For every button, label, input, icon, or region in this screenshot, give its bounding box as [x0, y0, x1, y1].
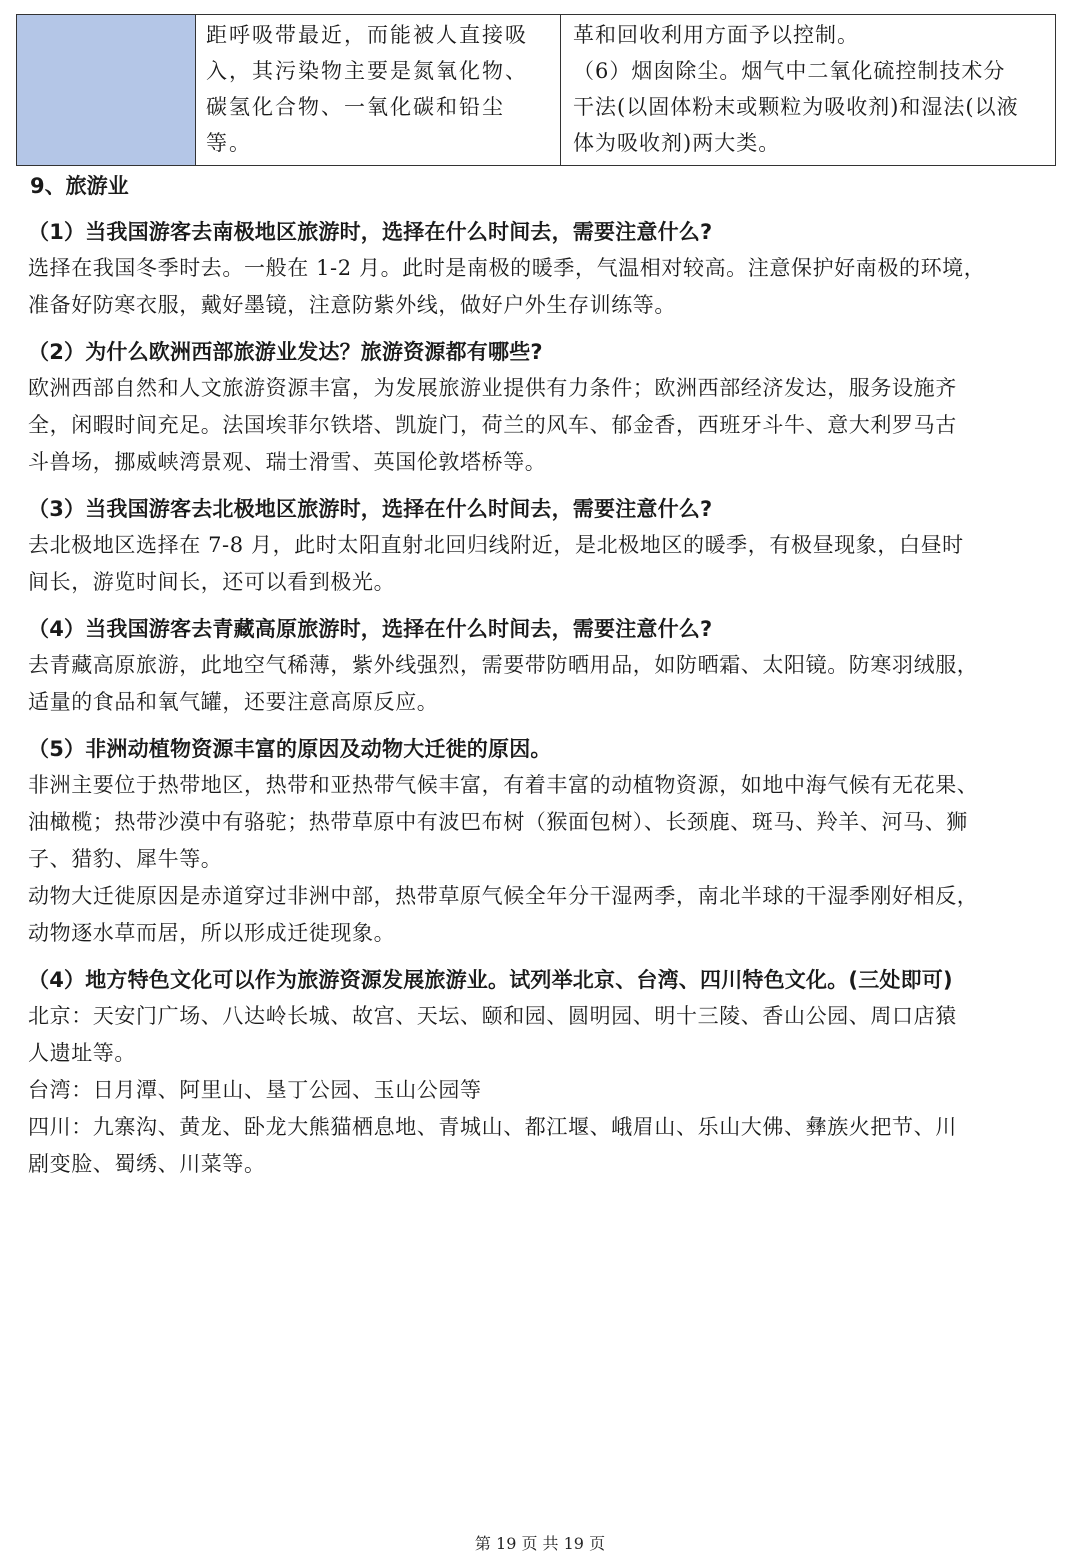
- question-heading: （3）当我国游客去北极地区旅游时，选择在什么时间去，需要注意什么?: [28, 497, 713, 521]
- answer-line: 剧变脸、蜀绣、川菜等。: [28, 1152, 266, 1176]
- answer-line: 适量的食品和氧气罐，还要注意高原反应。: [28, 690, 439, 714]
- question-heading: （1）当我国游客去南极地区旅游时，选择在什么时间去，需要注意什么?: [28, 220, 713, 244]
- answer-line: 油橄榄；热带沙漠中有骆驼；热带草原中有波巴布树（猴面包树）、长颈鹿、斑马、羚羊、河马、狮: [28, 810, 968, 834]
- answer-line: 台湾：日月潭、阿里山、垦丁公园、玉山公园等: [28, 1078, 482, 1102]
- answer-line: 非洲主要位于热带地区，热带和亚热带气候丰富，有着丰富的动植物资源，如地中海气候有无花果、: [28, 773, 979, 797]
- table-cell-middle: [196, 15, 561, 166]
- answer-line: 去北极地区选择在 7-8 月，此时太阳直射北回归线附近，是北极地区的暖季，有极昼现象，白昼时: [28, 533, 964, 557]
- answer-line: 欧洲西部自然和人文旅游资源丰富，为发展旅游业提供有力条件；欧洲西部经济发达，服务设施齐: [28, 376, 957, 400]
- answer-paragraph: [28, 527, 1058, 601]
- shaded-header-cell: [17, 15, 196, 166]
- question-heading: （4）当我国游客去青藏高原旅游时，选择在什么时间去，需要注意什么?: [28, 617, 713, 641]
- cell-line: 入，其污染物主要是氮氧化物、: [206, 59, 528, 83]
- answer-line: 动物大迁徙原因是赤道穿过非洲中部，热带草原气候全年分干湿两季，南北半球的干湿季刚好相反，: [28, 884, 979, 908]
- question-heading: （5）非洲动植物资源丰富的原因及动物大迁徙的原因。: [28, 737, 552, 761]
- question-heading: （2）为什么欧洲西部旅游业发达？旅游资源都有哪些?: [28, 340, 543, 364]
- answer-line: 四川：九寨沟、黄龙、卧龙大熊猫栖息地、青城山、都江堰、峨眉山、乐山大佛、彝族火把节、川: [28, 1115, 957, 1139]
- answer-paragraph: [28, 767, 1058, 952]
- answer-line: 北京：天安门广场、八达岭长城、故宫、天坛、颐和园、圆明园、明十三陵、香山公园、周口店猿: [28, 1004, 957, 1028]
- answer-line: 动物逐水草而居，所以形成迁徙现象。: [28, 921, 396, 945]
- cell-line: 干法(以固体粉末或颗粒为吸收剂)和湿法(以液: [573, 95, 1019, 119]
- table-row: [17, 15, 1056, 166]
- answer-line: 人遗址等。: [28, 1041, 136, 1065]
- continued-table: [16, 14, 1056, 166]
- answer-line: 去青藏高原旅游，此地空气稀薄，紫外线强烈，需要带防晒用品，如防晒霜、太阳镜。防寒羽绒服，: [28, 653, 979, 677]
- answer-paragraph: [28, 647, 1058, 721]
- question-heading: （4）地方特色文化可以作为旅游资源发展旅游业。试列举北京、台湾、四川特色文化。(三处即可): [28, 968, 953, 992]
- cell-line: 距呼吸带最近，而能被人直接吸: [206, 23, 528, 47]
- answer-line: 准备好防寒衣服，戴好墨镜，注意防紫外线，做好户外生存训练等。: [28, 293, 676, 317]
- answer-line: 全，闲暇时间充足。法国埃菲尔铁塔、凯旋门，荷兰的风车、郁金香，西班牙斗牛、意大利罗马古: [28, 413, 957, 437]
- main-content: [28, 168, 1058, 1183]
- cell-line: （6）烟囱除尘。烟气中二氧化硫控制技术分: [573, 59, 1006, 83]
- answer-line: 子、猎豹、犀牛等。: [28, 847, 223, 871]
- cell-line: 碳氢化合物、一氧化碳和铅尘: [206, 95, 505, 119]
- answer-line: 选择在我国冬季时去。一般在 1-2 月。此时是南极的暖季，气温相对较高。注意保护好南极的环境，: [28, 256, 986, 280]
- table-cell-right: [561, 15, 1056, 166]
- answer-line: 斗兽场，挪威峡湾景观、瑞士滑雪、英国伦敦塔桥等。: [28, 450, 547, 474]
- cell-line: 等。: [206, 131, 252, 155]
- answer-paragraph: [28, 250, 1058, 324]
- answer-line: 间长，游览时间长，还可以看到极光。: [28, 570, 396, 594]
- answer-paragraph: [28, 370, 1058, 481]
- answer-paragraph: [28, 998, 1058, 1183]
- cell-line: 体为吸收剂)两大类。: [573, 131, 781, 155]
- cell-line: 革和回收利用方面予以控制。: [573, 23, 859, 47]
- page-number-footer: 第 19 页 共 19 页: [474, 1534, 606, 1553]
- section-heading: 9、旅游业: [30, 174, 129, 198]
